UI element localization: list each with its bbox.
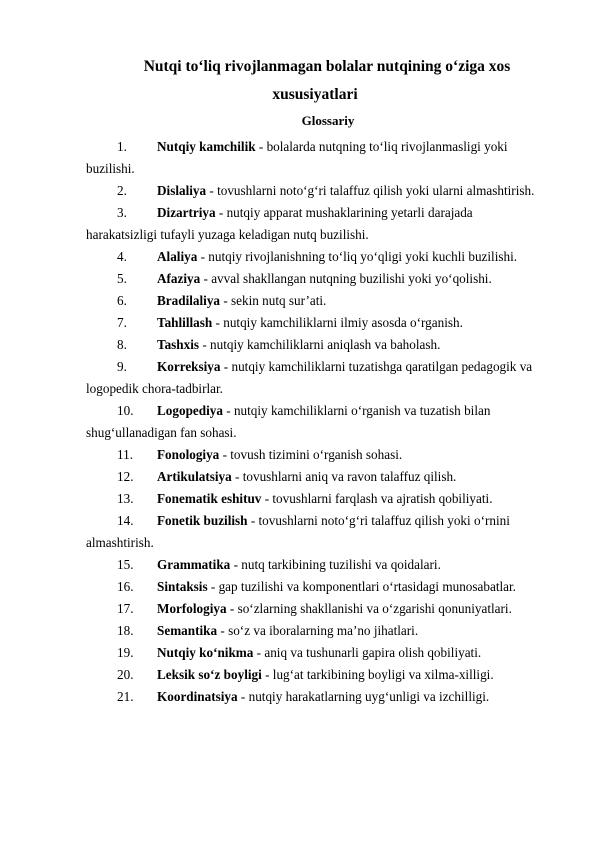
entry-term: Bradilaliya bbox=[157, 293, 221, 308]
entry-number: 4. bbox=[117, 249, 127, 264]
document-title-line-2: xususiyatlari bbox=[272, 86, 358, 103]
glossary-entry bbox=[86, 400, 538, 444]
entry-term: Nutqiy ko‘nikma bbox=[157, 645, 254, 660]
glossary-entry bbox=[86, 686, 538, 708]
entry-definition: - avval shakllangan nutqning buzilishi yoki yo‘qolishi. bbox=[200, 271, 492, 286]
glossary-entry bbox=[86, 246, 538, 268]
entry-number: 17. bbox=[117, 601, 134, 616]
glossary-list bbox=[86, 136, 538, 708]
entry-number: 14. bbox=[117, 513, 134, 528]
entry-number: 3. bbox=[117, 205, 127, 220]
glossary-entry bbox=[86, 136, 538, 180]
entry-number: 21. bbox=[117, 689, 134, 704]
entry-number: 19. bbox=[117, 645, 134, 660]
entry-number: 1. bbox=[117, 139, 127, 154]
entry-definition: - tovushlarni aniq va ravon talaffuz qilish. bbox=[231, 469, 457, 484]
glossary-entry bbox=[86, 642, 538, 664]
entry-term: Koordinatsiya bbox=[157, 689, 238, 704]
glossary-entry bbox=[86, 444, 538, 466]
glossary-entry bbox=[86, 620, 538, 642]
entry-term: Tashxis bbox=[157, 337, 200, 352]
entry-number: 15. bbox=[117, 557, 134, 572]
entry-definition: - nutq tarkibining tuzilishi va qoidalari. bbox=[230, 557, 441, 572]
glossary-entry bbox=[86, 598, 538, 620]
entry-number: 10. bbox=[117, 403, 134, 418]
entry-definition: - gap tuzilishi va komponentlari o‘rtasidagi munosabatlar. bbox=[207, 579, 516, 594]
entry-definition: - bolalarda nutqning to‘liq rivojlanmasligi yoki buzilishi. bbox=[86, 139, 508, 176]
glossary-entry bbox=[86, 488, 538, 510]
entry-number: 2. bbox=[117, 183, 127, 198]
entry-number: 16. bbox=[117, 579, 134, 594]
entry-definition: - lug‘at tarkibining boyligi va xilma-xilligi. bbox=[261, 667, 494, 682]
entry-definition: - so‘zlarning shakllanishi va o‘zgarishi qonuniyatlari. bbox=[226, 601, 512, 616]
entry-term: Afaziya bbox=[157, 271, 201, 286]
entry-term: Artikulatsiya bbox=[157, 469, 232, 484]
glossary-entry bbox=[86, 290, 538, 312]
glossary-entry bbox=[86, 510, 538, 554]
entry-definition: - nutqiy kamchiliklarni o‘rganish va tuzatish bilan shug‘ullanadigan fan sohasi. bbox=[86, 403, 491, 440]
entry-number: 13. bbox=[117, 491, 134, 506]
entry-definition: - nutqiy kamchiliklarni ilmiy asosda o‘rganish. bbox=[212, 315, 463, 330]
entry-term: Grammatika bbox=[157, 557, 231, 572]
entry-number: 5. bbox=[117, 271, 127, 286]
entry-number: 18. bbox=[117, 623, 134, 638]
glossary-entry bbox=[86, 312, 538, 334]
glossary-entry bbox=[86, 466, 538, 488]
entry-definition: - nutqiy apparat mushaklarining yetarli darajada harakatsizligi tufayli yuzaga keladigan nutq buzilishi. bbox=[86, 205, 473, 242]
entry-definition: - tovushlarni farqlash va ajratish qobiliyati. bbox=[261, 491, 493, 506]
entry-definition: - so‘z va iboralarning ma’no jihatlari. bbox=[217, 623, 419, 638]
entry-number: 11. bbox=[117, 447, 133, 462]
glossary-heading: Glossariy bbox=[301, 113, 355, 128]
glossary-entry bbox=[86, 268, 538, 290]
entry-term: Logopediya bbox=[157, 403, 223, 418]
entry-definition: - nutqiy kamchiliklarni tuzatishga qaratilgan pedagogik va logopedik chora-tadbirlar. bbox=[86, 359, 533, 396]
entry-term: Alaliya bbox=[157, 249, 198, 264]
glossary-entry bbox=[86, 356, 538, 400]
document-title-line-1: Nutqi to‘liq rivojlanmagan bolalar nutqining o‘ziga xos bbox=[143, 58, 511, 75]
entry-term: Morfologiya bbox=[157, 601, 227, 616]
entry-number: 6. bbox=[117, 293, 127, 308]
entry-term: Sintaksis bbox=[157, 579, 208, 594]
entry-term: Tahlillash bbox=[157, 315, 213, 330]
entry-definition: - tovushlarni noto‘g‘ri talaffuz qilish yoki ularni almashtirish. bbox=[206, 183, 535, 198]
entry-definition: - tovush tizimini o‘rganish sohasi. bbox=[219, 447, 403, 462]
entry-number: 20. bbox=[117, 667, 134, 682]
entry-number: 8. bbox=[117, 337, 127, 352]
entry-term: Fonologiya bbox=[157, 447, 220, 462]
entry-definition: - aniq va tushunarli gapira olish qobiliyati. bbox=[253, 645, 482, 660]
glossary-entry bbox=[86, 664, 538, 686]
entry-definition: - nutqiy kamchiliklarni aniqlash va baholash. bbox=[199, 337, 441, 352]
glossary-entry bbox=[86, 202, 538, 246]
entry-term: Nutqiy kamchilik bbox=[157, 139, 256, 154]
entry-number: 9. bbox=[117, 359, 127, 374]
entry-term: Dislaliya bbox=[157, 183, 207, 198]
glossary-entry bbox=[86, 554, 538, 576]
entry-number: 12. bbox=[117, 469, 134, 484]
glossary-entry bbox=[86, 180, 538, 202]
glossary-entry bbox=[86, 334, 538, 356]
entry-definition: - nutqiy harakatlarning uyg‘unligi va izchilligi. bbox=[237, 689, 490, 704]
entry-term: Korreksiya bbox=[157, 359, 221, 374]
entry-term: Dizartriya bbox=[157, 205, 216, 220]
entry-definition: - nutqiy rivojlanishning to‘liq yo‘qligi yoki kuchli buzilishi. bbox=[197, 249, 518, 264]
entry-term: Leksik so‘z boyligi bbox=[157, 667, 262, 682]
entry-term: Semantika bbox=[157, 623, 218, 638]
glossary-entry bbox=[86, 576, 538, 598]
entry-number: 7. bbox=[117, 315, 127, 330]
entry-definition: - tovushlarni noto‘g‘ri talaffuz qilish yoki o‘rnini almashtirish. bbox=[86, 513, 510, 550]
entry-term: Fonematik eshituv bbox=[157, 491, 262, 506]
entry-term: Fonetik buzilish bbox=[157, 513, 248, 528]
entry-definition: - sekin nutq sur’ati. bbox=[220, 293, 327, 308]
